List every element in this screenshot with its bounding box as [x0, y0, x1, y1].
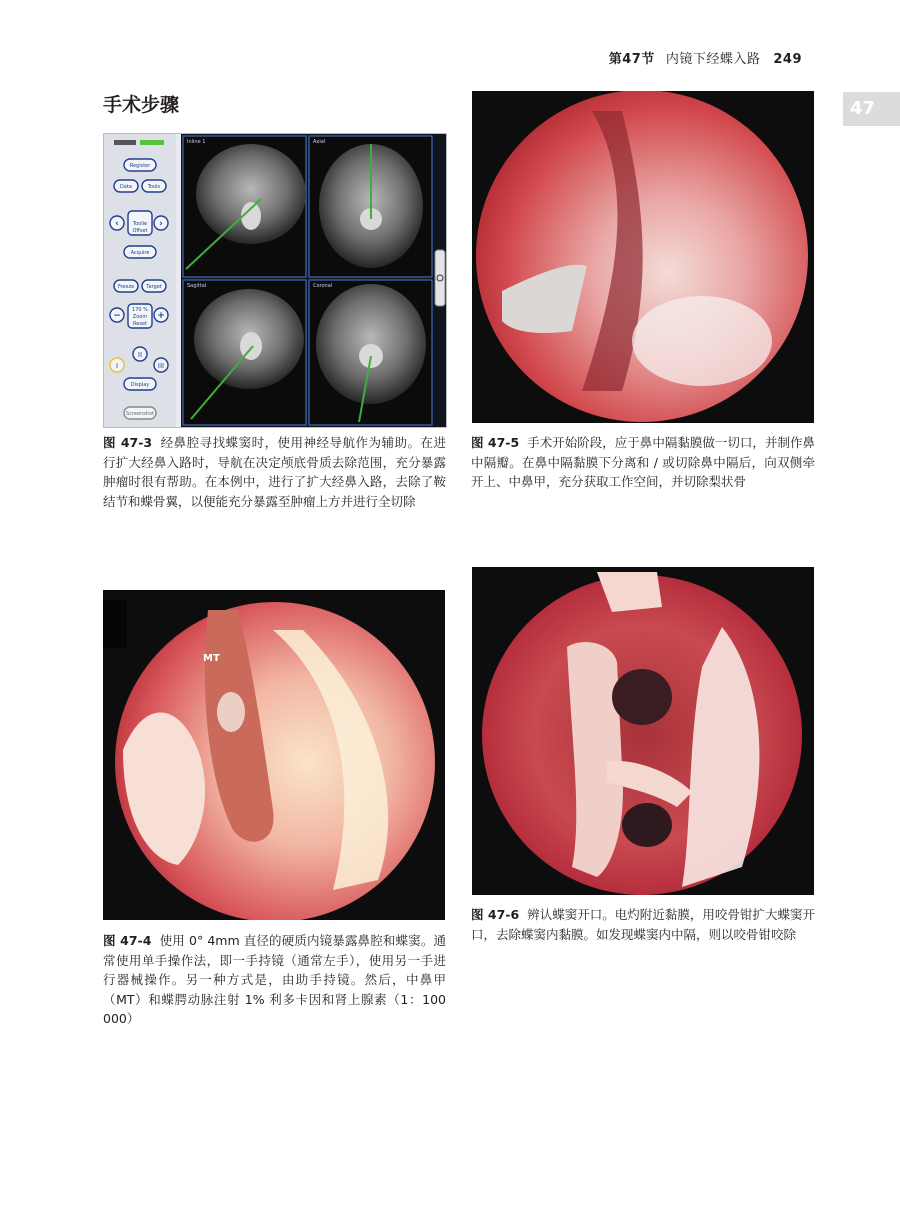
btn-acquire: Acquire — [130, 250, 150, 256]
mt-label: MT — [203, 653, 220, 664]
figure-47-3-image — [103, 133, 447, 428]
roman-ii: II — [137, 351, 143, 359]
figure-label: 图 47-4 — [103, 933, 152, 948]
panel-label-inline: Inline 1 — [187, 139, 206, 145]
figure-47-6-caption — [471, 905, 815, 944]
figure-label: 图 47-5 — [471, 435, 520, 450]
chevron-right-icon: › — [159, 219, 163, 229]
btn-freeze: Freeze — [117, 284, 135, 290]
header-title: 内镜下经蝶入路 — [665, 52, 761, 67]
figure-47-4-image — [103, 590, 445, 920]
btn-display: Display — [130, 382, 150, 388]
chapter-tab: 47 — [843, 92, 900, 126]
page-number: 249 — [773, 52, 802, 67]
running-header — [609, 48, 802, 67]
figure-label: 图 47-3 — [103, 435, 153, 450]
figure-47-3-caption — [103, 433, 446, 511]
figure-47-5-caption — [471, 433, 815, 492]
btn-toolie: Toolie — [132, 221, 148, 227]
btn-zoom: Zoom — [132, 314, 148, 320]
btn-reset: Reset — [133, 321, 147, 327]
plus-icon: + — [157, 311, 165, 321]
roman-i: I — [115, 362, 119, 370]
nav-buttons — [104, 134, 176, 427]
figure-47-5-image — [472, 91, 814, 423]
panel-label-sagittal: Sagittal — [187, 283, 207, 289]
btn-data: Data — [120, 184, 132, 190]
chevron-left-icon: ‹ — [115, 219, 119, 229]
minus-icon: − — [113, 311, 121, 321]
btn-screenshot: Screenshot — [126, 411, 154, 417]
figure-47-4-caption — [103, 931, 446, 1029]
btn-register: Register — [129, 163, 151, 169]
figure-47-6-image — [472, 567, 814, 895]
roman-iii: III — [157, 362, 165, 370]
btn-target: Target — [146, 284, 162, 290]
btn-offset: Offset — [132, 228, 148, 234]
mri-panels — [181, 134, 446, 427]
btn-tools: Tools — [147, 184, 161, 190]
figure-text: 手术开始阶段，应于鼻中隔黏膜做一切口，并制作鼻中隔瓣。在鼻中隔黏膜下分离和 / 或切除鼻中隔后，向双侧牵开上、中鼻甲，充分获取工作空间，并切除梨状骨 — [471, 435, 815, 489]
panel-label-axial: Axial — [313, 139, 326, 145]
figure-text: 经鼻腔寻找蝶窦时，使用神经导航作为辅助。在进行扩大经鼻入路时，导航在决定颅底骨质去除范围，充分暴露肿瘤时很有帮助。在本例中，进行了扩大经鼻入路，去除了鞍结节和蝶骨翼，以便能充分暴露至肿瘤上方并进行全切除 — [103, 435, 446, 509]
figure-text: 使用 0° 4mm 直径的硬质内镜暴露鼻腔和蝶窦。通常使用单手操作法，即一手持镜（通常左手），使用另一手进行器械操作。另一种方式是，由助手持镜。然后，中鼻甲（MT）和蝶腭动脉注射 1% 利多卡因和肾上腺素（1：100 000） — [103, 933, 446, 1026]
header-section: 第47节 — [608, 52, 655, 67]
section-title: 手术步骤 — [103, 94, 180, 116]
panel-label-coronal: Coronal — [313, 283, 333, 289]
zoom-value: 170 % — [132, 307, 148, 313]
figure-label: 图 47-6 — [471, 907, 520, 922]
figure-text: 辨认蝶窦开口。电灼附近黏膜，用咬骨钳扩大蝶窦开口，去除蝶窦内黏膜。如发现蝶窦内中隔，则以咬骨钳咬除 — [471, 907, 815, 942]
